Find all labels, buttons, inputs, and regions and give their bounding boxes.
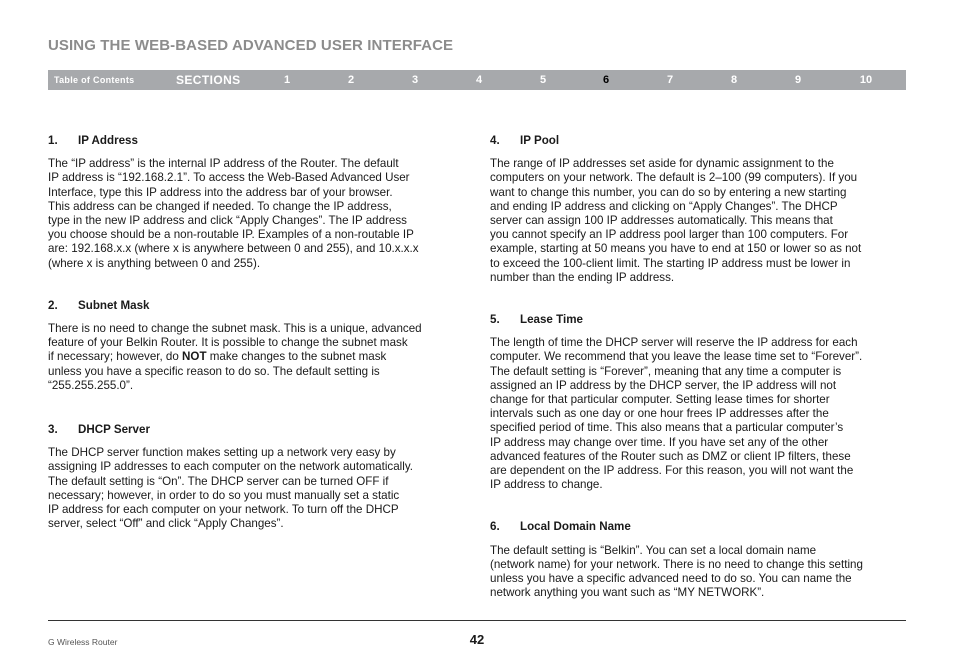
body-text: There is no need to change the subnet mask. This is a unique, advanced feature of your Belkin Router. It is possible to change the subnet mask if necessary; however, do [48, 322, 422, 364]
section-number: 5. [490, 313, 500, 327]
nav-section-9[interactable]: 9 [794, 74, 802, 86]
section-heading [48, 423, 468, 437]
section-body: The length of time the DHCP server will reserve the IP address for each computer. We recommend that you leave the lease time set to “Forever”. The default setting is “Forever”, meaning that any time a computer is assigned an IP address by the DHCP server, the IP address will not change for that particular computer. Setting lease times for shorter intervals such as one day or one hour frees IP addresses after the specified period of time. This also means that a particular computer’s IP address may change over time. If you have set any of the other advanced features of the Router such as DMZ or client IP filters, these are dependent on the IP address. For this reason, you will not want the IP address to change. [490, 336, 863, 492]
section-body: The range of IP addresses set aside for dynamic assignment to the computers on your network. The default is 2–100 (99 computers). If you want to change this number, you can do so by entering a new starting and ending IP address and clicking on “Apply Changes”. The DHCP server can assign 100 IP addresses automatically. This means that you cannot specify an IP address pool larger than 100 computers. For example, starting at 50 means you have to end at 150 or lower so as not to exceed the 100-client limit. The starting IP address must be lower in number than the ending IP address. [490, 157, 862, 284]
section-number: 2. [48, 298, 58, 312]
nav-section-3[interactable]: 3 [411, 74, 419, 86]
nav-section-7[interactable]: 7 [666, 74, 674, 86]
nav-section-8[interactable]: 8 [730, 74, 738, 86]
body-text: make changes to the subnet mask unless you have a specific reason to do so. The default setting is “255.255.255.0”. [48, 350, 387, 392]
section-number: 3. [48, 423, 58, 437]
page-number: 42 [469, 632, 485, 647]
section-title: IP Address [78, 134, 138, 147]
section-heading [48, 299, 468, 313]
section-number: 4. [490, 134, 500, 147]
section-heading [490, 313, 910, 327]
right-column [490, 134, 910, 600]
section-body: The “IP address” is the internal IP address of the Router. The default IP address is “192.168.2.1”. To access the Web-Based Advanced User Interface, type this IP address into the address bar of your browser. This address can be changed if needed. To change the IP address, type in the new IP address and click “Apply Changes”. The IP address you choose should be a non-routable IP. Examples of a non-routable IP are: 192.168.x.x (where x is anywhere between 0 and 255), and 10.x.x.x (where x is anything between 0 and 255). [48, 157, 419, 270]
nav-section-4[interactable]: 4 [475, 74, 483, 86]
section-title: DHCP Server [78, 423, 150, 437]
section-number: 6. [490, 520, 500, 534]
section-ip-pool [490, 134, 910, 285]
section-title: IP Pool [520, 134, 560, 147]
section-body: The DHCP server function makes setting up a network very easy by assigning IP addresses to each computer on the network automatically. The default setting is “On”. The DHCP server can be turned OFF if necessary; however, in order to do so you must manually set a static IP address for each computer on your network. To turn off the DHCP server, select “Off” and click “Apply Changes”. [48, 446, 413, 531]
section-lease-time [490, 313, 910, 492]
sections-label: SECTIONS [176, 73, 241, 87]
nav-section-2[interactable]: 2 [347, 74, 355, 86]
section-heading [490, 134, 910, 148]
section-nav-bar [48, 70, 906, 90]
left-column [48, 134, 468, 531]
section-number: 1. [48, 134, 58, 147]
footer-product-name: G Wireless Router [48, 637, 118, 647]
table-of-contents-link[interactable]: Table of Contents [54, 75, 135, 85]
section-body [48, 322, 468, 393]
section-title: Local Domain Name [520, 520, 631, 534]
section-title: Subnet Mask [78, 298, 150, 312]
section-heading [48, 134, 468, 148]
nav-section-1[interactable]: 1 [283, 74, 291, 86]
section-dhcp-server [48, 423, 468, 531]
nav-section-5[interactable]: 5 [539, 74, 547, 86]
section-body: The default setting is “Belkin”. You can set a local domain name (network name) for your network. There is no need to change this setting unless you have a specific advanced need to do so. You can name the network anything you want such as “MY NETWORK”. [490, 543, 863, 600]
section-title: Lease Time [520, 313, 583, 327]
section-heading [490, 520, 910, 534]
section-subnet-mask [48, 299, 468, 393]
nav-section-6[interactable]: 6 [602, 74, 610, 86]
footer-divider [48, 620, 906, 621]
emphasis-text: NOT [182, 350, 207, 364]
section-ip-address [48, 134, 468, 271]
nav-section-10[interactable]: 10 [859, 74, 873, 86]
page-header-title: USING THE WEB-BASED ADVANCED USER INTERFACE [48, 37, 454, 54]
section-local-domain-name [490, 520, 910, 600]
